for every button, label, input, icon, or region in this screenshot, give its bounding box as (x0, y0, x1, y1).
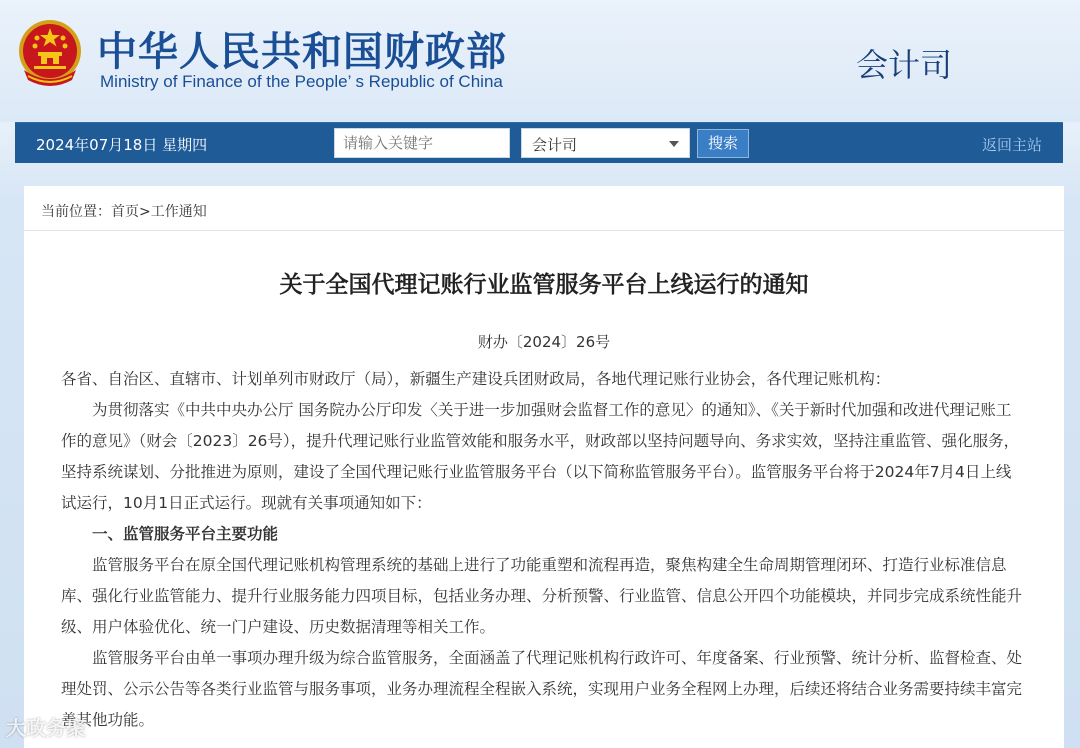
watermark: 大政务聚 (6, 716, 86, 740)
site-header (0, 0, 1080, 122)
paragraph-intro: 为贯彻落实《中共中央办公厅 国务院办公厅印发〈关于进一步加强财会监督工作的意见〉的通知》、《关于新时代加强和改进代理记账工作的意见》（财会〔2023〕26号），提升代理记账行业监管效能和服务水平，财政部以坚持问题导向、务求实效，坚持注重监管、强化服务，坚持系统谋划、分批推进为原则，建设了全国代理记账行业监管服务平台（以下简称监管服务平台）。监管服务平台将于2024年7月4日上线试运行，10月1日正式运行。现就有关事项通知如下： (61, 401, 1020, 512)
article-body (61, 364, 1023, 736)
return-home-link[interactable]: 返回主站 (981, 136, 1042, 154)
department-name: 会计司 (856, 46, 953, 84)
search-input[interactable] (334, 128, 510, 158)
site-title-cn[interactable]: 中华人民共和国财政部 (97, 29, 507, 75)
paragraph-functions: 监管服务平台在原全国代理记账机构管理系统的基础上进行了功能重塑和流程再造，聚焦构建全生命周期管理闭环、打造行业标准信息库、强化行业监管能力、提升行业服务能力四项目标，包括业务办理、分析预警、行业监管、信息公开四个功能模块，并同步完成系统性能升级、用户体验优化、统一门户建设、历史数据清理等相关工作。 (61, 556, 1023, 636)
chevron-down-icon (669, 141, 679, 147)
section-heading: 一、监管服务平台主要功能 (92, 525, 279, 543)
breadcrumb: 当前位置：首页>工作通知 (41, 204, 207, 220)
site-title-en[interactable]: Ministry of Finance of the People’ s Republic of China (100, 72, 503, 91)
search-scope-select[interactable] (521, 128, 690, 158)
document-number: 财办〔2024〕26号 (477, 333, 611, 351)
search-scope-value: 会计司 (532, 136, 578, 154)
article-panel (24, 186, 1064, 748)
current-date: 2024年07月18日 星期四 (36, 136, 208, 154)
article-title: 关于全国代理记账行业监管服务平台上线运行的通知 (279, 272, 809, 298)
paragraph-services: 监管服务平台由单一事项办理升级为综合监管服务，全面涵盖了代理记账机构行政许可、年度备案、行业预警、统计分析、监督检查、处理处罚、公示公告等各类行业监管与服务事项，业务办理流程全程嵌入系统，实现用户业务全程网上办理，后续还将结合业务需要持续丰富完善其他功能。 (61, 649, 1023, 729)
addressee: 各省、自治区、直辖市、计划单列市财政厅（局），新疆生产建设兵团财政局，各地代理记账行业协会，各代理记账机构： (61, 370, 891, 388)
national-emblem-icon[interactable] (16, 18, 84, 88)
nav-bar (15, 122, 1063, 163)
divider (24, 230, 1064, 231)
search-button[interactable]: 搜索 (697, 129, 749, 158)
